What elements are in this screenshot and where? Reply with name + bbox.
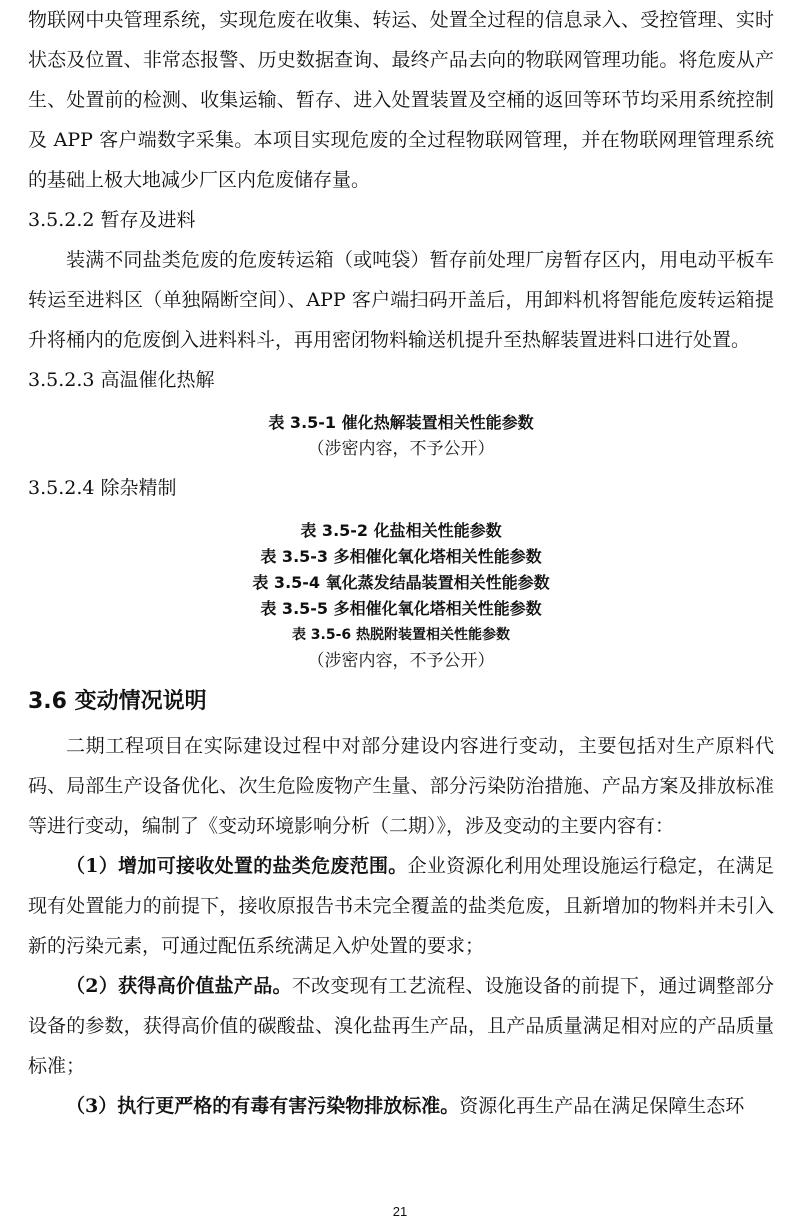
confidential-note: （涉密内容，不予公开） [307, 439, 495, 459]
paragraph-change-overview: 二期工程项目在实际建设过程中对部分建设内容进行变动，主要包括对生产原料代码、局部生产设备优化、次生危险废物产生量、部分污染防治措施、产品方案及排放标准等进行变动，编制了《变动环境影响分析（二期）》，涉及变动的主要内容有： [28, 735, 774, 837]
list-item-3-text: 资源化再生产品在满足保障生态环 [459, 1095, 745, 1117]
paragraph-iot-management: 物联网中央管理系统，实现危废在收集、转运、处置全过程的信息录入、受控管理、实时状态及位置、非常态报警、历史数据查询、最终产品去向的物联网管理功能。将危废从产生、处置前的检测、收集运输、暂存、进入处置装置及空桶的返回等环节均采用系统控制及 APP 客户端数字采集。本项目实现危废的全过程物联网管理，并在物联网理管理系统的基础上极大地减少厂区内危废储存量。 [28, 9, 774, 191]
list-item-1-lead: （1）增加可接收处置的盐类危废范围。 [66, 855, 408, 877]
heading-3-5-2-3: 3.5.2.3 高温催化热解 [28, 369, 215, 391]
list-item-1-text: 企业资源化利用处理设施运行稳定，在满足现有处置能力的前提下，接收原报告书未完全覆盖的盐类危废，且新增加的物料并未引入新的污染元素，可通过配伍系统满足入炉处置的要求； [28, 855, 774, 957]
heading-3-6: 3.6 变动情况说明 [28, 689, 207, 714]
heading-3-5-2-4: 3.5.2.4 除杂精制 [28, 477, 177, 499]
paragraph-storage-feeding: 装满不同盐类危废的危废转运箱（或吨袋）暂存前处理厂房暂存区内，用电动平板车转运至进料区（单独隔断空间）、APP 客户端扫码开盖后，用卸料机将智能危废转运箱提升将桶内的危废倒入进料料斗，再用密闭物料输送机提升至热解装置进料口进行处置。 [28, 249, 774, 351]
table-caption-3-5-3: 表 3.5-3 多相催化氧化塔相关性能参数 [260, 547, 542, 566]
list-item-2-text: 不改变现有工艺流程、设施设备的前提下，通过调整部分设备的参数，获得高价值的碳酸盐、溴化盐再生产品，且产品质量满足相对应的产品质量标准； [28, 975, 774, 1077]
table-caption-block-1 [28, 410, 774, 462]
table-caption-3-5-1: 表 3.5-1 催化热解装置相关性能参数 [268, 413, 534, 432]
table-caption-3-5-4: 表 3.5-4 氧化蒸发结晶装置相关性能参数 [252, 573, 550, 592]
table-caption-block-2 [28, 518, 774, 674]
page-number: 21 [392, 1204, 408, 1219]
list-item-2-lead: （2）获得高价值盐产品。 [66, 975, 292, 997]
table-caption-3-5-2: 表 3.5-2 化盐相关性能参数 [300, 521, 502, 540]
list-item-1 [28, 846, 774, 966]
heading-3-5-2-2: 3.5.2.2 暂存及进料 [28, 209, 196, 231]
confidential-note: （涉密内容，不予公开） [307, 651, 495, 671]
table-caption-3-5-6: 表 3.5-6 热脱附装置相关性能参数 [291, 627, 511, 643]
list-item-3-lead: （3）执行更严格的有毒有害污染物排放标准。 [66, 1095, 460, 1117]
list-item-3 [28, 1086, 774, 1126]
list-item-2 [28, 966, 774, 1086]
table-caption-3-5-5: 表 3.5-5 多相催化氧化塔相关性能参数 [260, 599, 542, 618]
